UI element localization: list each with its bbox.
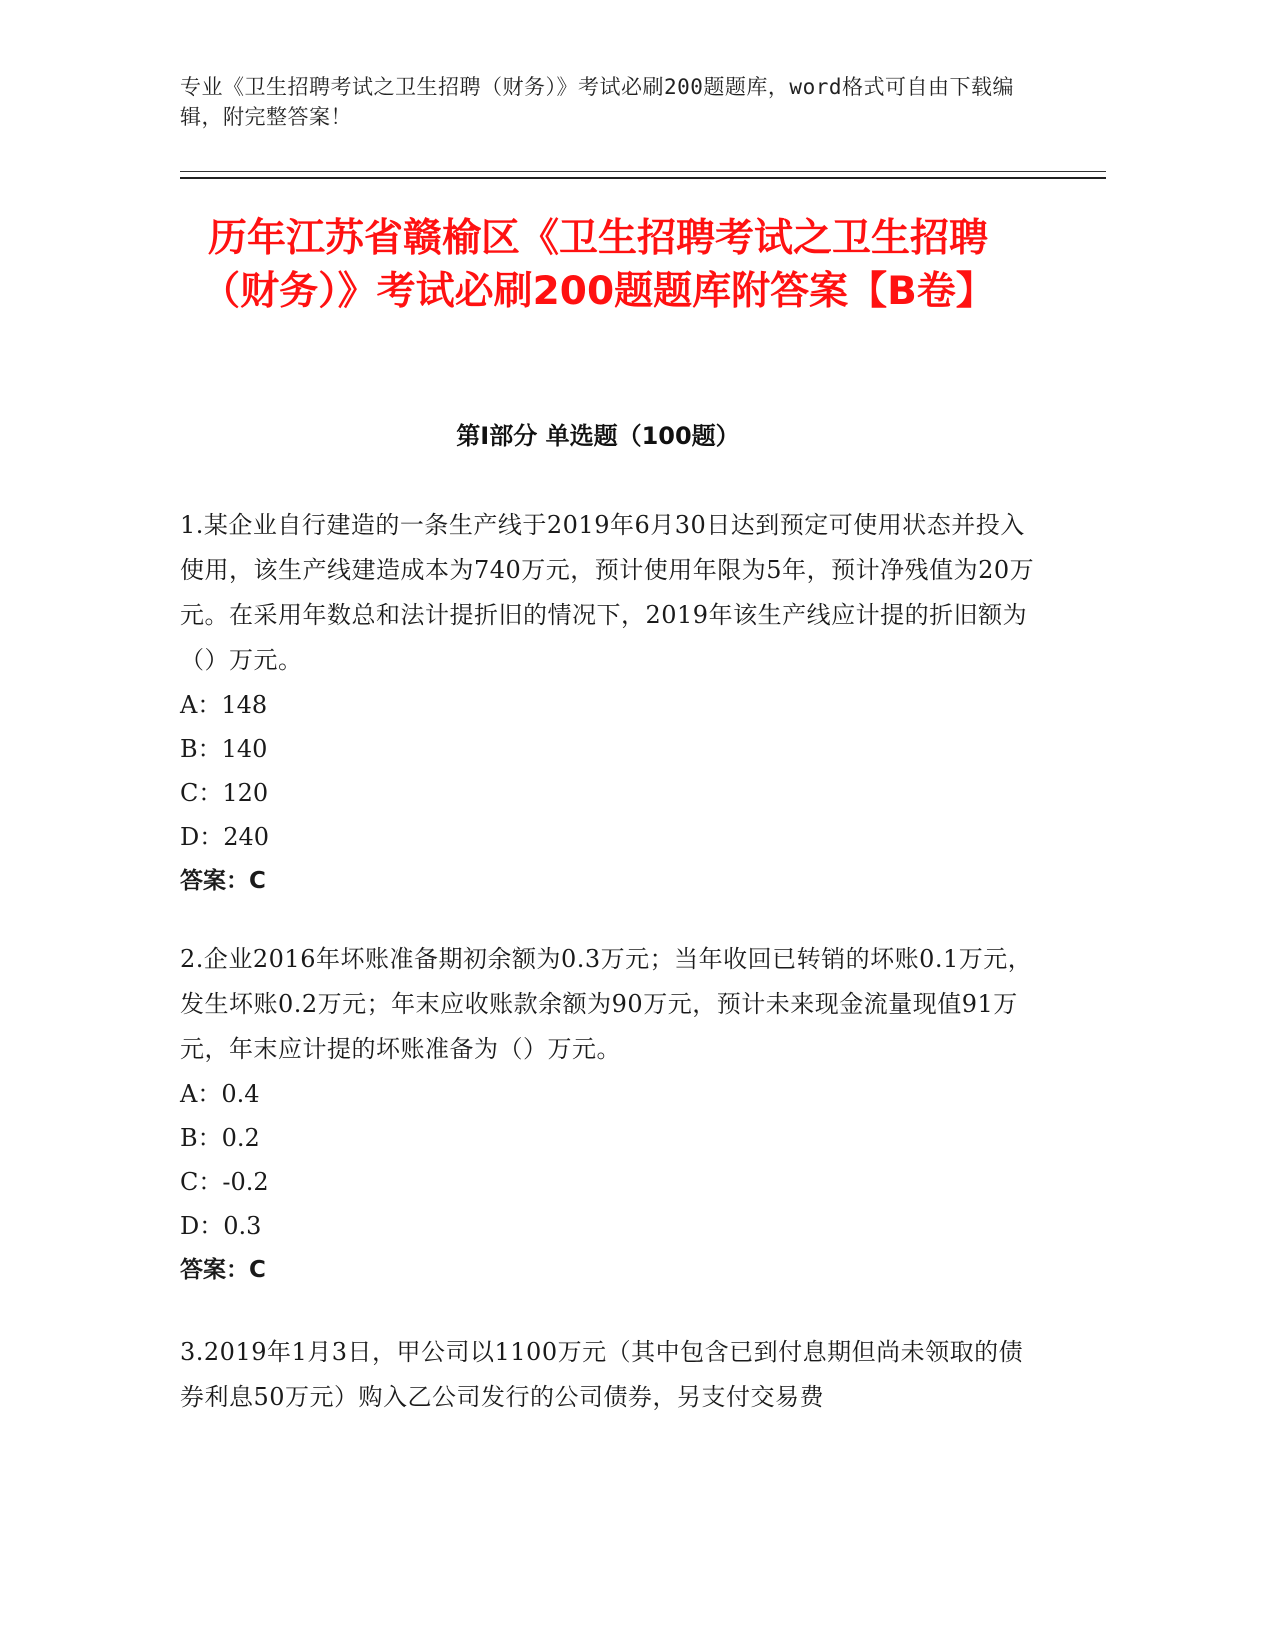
document-title: 历年江苏省赣榆区《卫生招聘考试之卫生招聘（财务）》考试必刷200题题库附答案【B卷】 bbox=[201, 216, 995, 314]
option-c: C：120 bbox=[180, 779, 269, 807]
question-block bbox=[180, 503, 1040, 903]
question-block bbox=[180, 937, 1040, 1292]
option-b: B：0.2 bbox=[180, 1124, 260, 1152]
question-text: 3.2019年1月3日，甲公司以1100万元（其中包含已到付息期但尚未领取的债券利息50万元）购入乙公司发行的公司债券，另支付交易费 bbox=[180, 1338, 1024, 1411]
option-a: A：0.4 bbox=[180, 1080, 260, 1108]
header-divider-thick bbox=[180, 177, 1106, 179]
header-divider-thin bbox=[180, 171, 1106, 172]
option-d: D：0.3 bbox=[180, 1212, 262, 1240]
option-b: B：140 bbox=[180, 735, 268, 763]
option-d: D：240 bbox=[180, 823, 270, 851]
header-note: 专业《卫生招聘考试之卫生招聘（财务）》考试必刷200题题库，word格式可自由下载编辑，附完整答案！ bbox=[180, 75, 1014, 129]
answer-label: 答案：C bbox=[180, 868, 266, 894]
question-text: 1.某企业自行建造的一条生产线于2019年6月30日达到预定可使用状态并投入使用，该生产线建造成本为740万元，预计使用年限为5年，预计净残值为20万元。在采用年数总和法计提折旧的情况下，2019年该生产线应计提的折旧额为（）万元。 bbox=[180, 511, 1035, 674]
option-a: A：148 bbox=[180, 691, 268, 719]
question-text: 2.企业2016年坏账准备期初余额为0.3万元；当年收回已转销的坏账0.1万元，发生坏账0.2万元；年末应收账款余额为90万元，预计未来现金流量现值91万元，年末应计提的坏账准备为（）万元。 bbox=[180, 945, 1033, 1063]
option-c: C：-0.2 bbox=[180, 1168, 269, 1196]
section-heading: 第I部分 单选题（100题） bbox=[456, 422, 740, 450]
question-block bbox=[180, 1330, 1040, 1420]
answer-label: 答案：C bbox=[180, 1257, 266, 1283]
